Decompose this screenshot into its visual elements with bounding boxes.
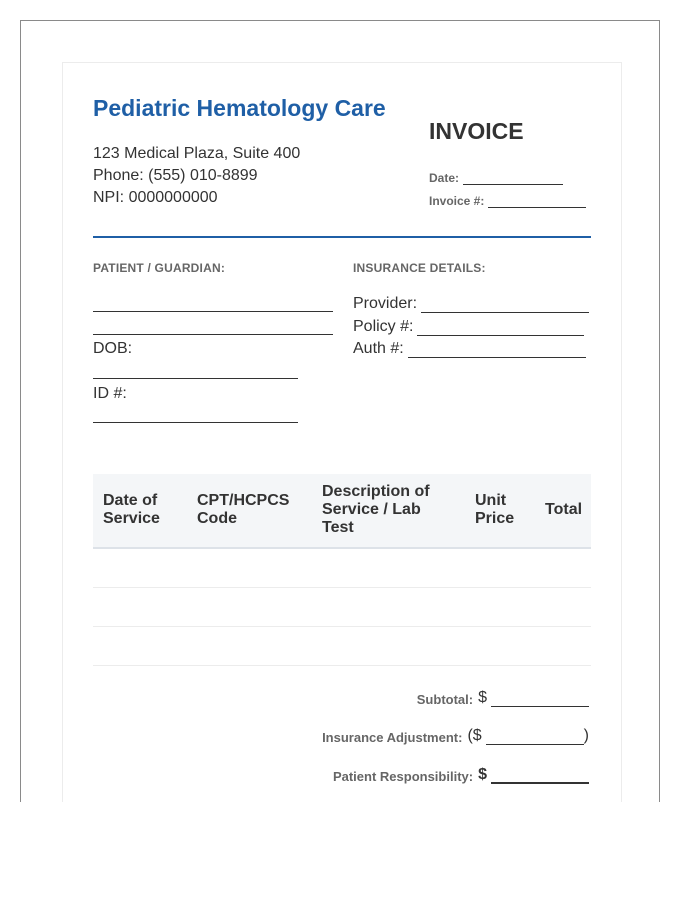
insurance-section-heading: INSURANCE DETAILS: [353,261,486,275]
insurance-policy-row [353,318,584,336]
invoice-title: INVOICE [429,118,524,144]
clinic-phone: Phone: (555) 010-8899 [93,167,258,184]
subtotal-field[interactable] [491,692,589,707]
invoice-number-field[interactable] [488,195,586,208]
column-header-date: Date of Service [103,492,160,527]
patient-id-label: ID #: [93,385,127,402]
patient-name-field[interactable] [93,311,333,312]
insurance-policy-label: Policy #: [353,318,414,335]
invoice-date-label: Date: [429,171,460,185]
insurance-provider-label: Provider: [353,295,418,312]
insurance-adjustment-label: Insurance Adjustment: [322,730,463,745]
invoice-sheet [62,62,622,802]
services-table-header [93,474,591,549]
subtotal-currency: $ [478,689,487,706]
insurance-auth-row [353,340,586,358]
table-row[interactable] [93,549,591,588]
clinic-address: 123 Medical Plaza, Suite 400 [93,145,301,162]
insurance-adjustment-row [322,727,589,745]
guardian-name-field[interactable] [93,334,333,335]
insurance-provider-field[interactable] [421,298,589,313]
patient-section-heading: PATIENT / GUARDIAN: [93,261,226,275]
patient-responsibility-currency: $ [478,766,487,783]
insurance-adjustment-close: ) [583,727,589,744]
dob-field[interactable] [93,378,298,379]
column-header-unit-price: Unit Price [475,492,515,527]
patient-responsibility-field[interactable] [491,768,589,784]
dob-label: DOB: [93,340,133,357]
patient-responsibility-row [333,766,589,784]
insurance-adjustment-currency: ($ [467,727,482,744]
insurance-adjustment-field[interactable] [486,730,584,745]
insurance-provider-row [353,295,589,313]
insurance-auth-field[interactable] [408,343,586,358]
invoice-number-row [429,194,586,208]
table-row[interactable] [93,588,591,627]
column-header-description: Description of Service / Lab Test [322,483,430,536]
clinic-name: Pediatric Hematology Care [93,95,386,121]
patient-responsibility-label: Patient Responsibility: [332,769,474,784]
invoice-date-field[interactable] [463,172,563,185]
column-header-total: Total [545,501,583,518]
invoice-number-label: Invoice #: [429,194,485,208]
patient-id-field[interactable] [93,422,298,423]
subtotal-label: Subtotal: [416,692,474,707]
subtotal-row [417,689,589,707]
insurance-policy-field[interactable] [417,321,584,336]
invoice-date-row [429,171,563,185]
page-frame [20,20,660,802]
column-header-code: CPT/HCPCS Code [197,492,290,527]
clinic-npi: NPI: 0000000000 [93,189,218,206]
insurance-auth-label: Auth #: [353,340,404,357]
header-divider [93,236,591,238]
table-row[interactable] [93,627,591,666]
